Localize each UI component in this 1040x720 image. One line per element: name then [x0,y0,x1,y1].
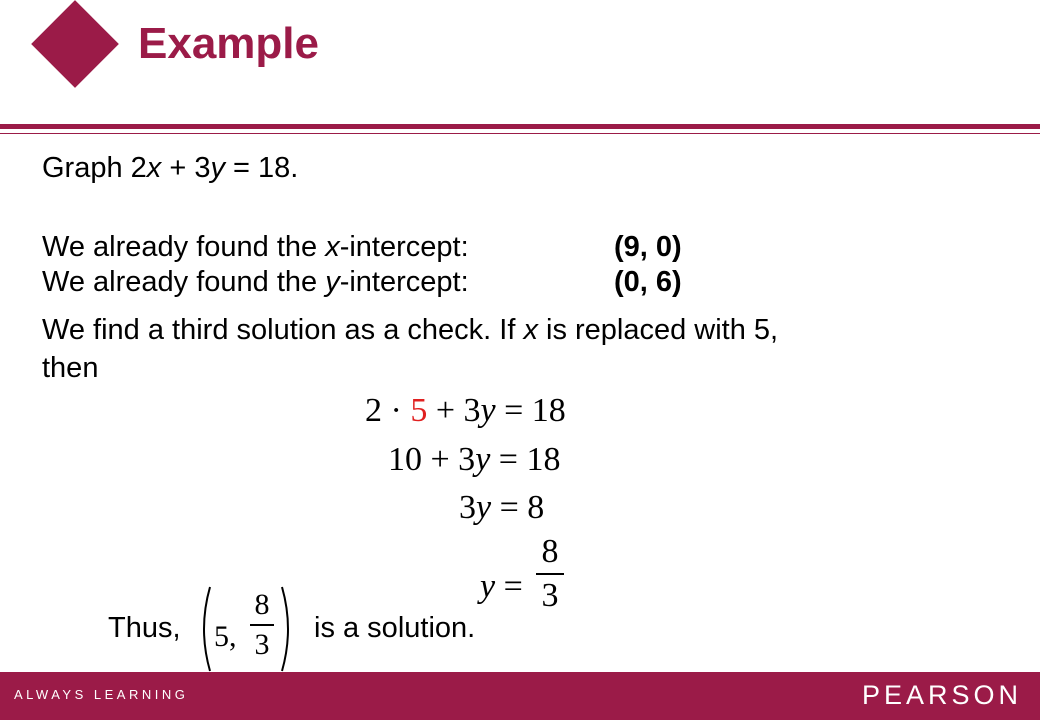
third-solution-line: We find a third solution as a check. If x is replaced with 5, [42,314,779,346]
conclusion-thus: Thus, [108,612,181,644]
publisher-logo: PEARSON [861,680,1022,710]
title-diamond-icon [31,0,119,88]
problem-statement: Graph 2x + 3y = 18. [42,152,299,184]
substituted-value: 5 [410,392,428,429]
conclusion-text: is a solution. [314,612,476,644]
solution-point [196,583,296,675]
x-intercept-point: (9, 0) [614,231,682,263]
point-y-fraction: 8 3 [250,589,274,661]
y-intercept-point: (0, 6) [614,266,682,298]
equation-step-1: 2 · 5 + 3y = 18 [365,392,566,429]
title-divider [0,124,1040,129]
footer-bar [0,672,1040,720]
fraction-eight-thirds: 8 3 [536,535,564,613]
x-intercept-line: We already found the x-intercept: [42,231,469,263]
footer-tagline: ALWAYS LEARNING [14,687,189,702]
parentheses-icon [196,583,296,675]
third-solution-continuation: then [42,352,99,384]
point-x-value: 5, [214,620,237,653]
y-intercept-line: We already found the y-intercept: [42,266,469,298]
equation-step-3: 3y = 8 [459,489,545,526]
slide-title: Example [138,19,319,68]
equation-step-2: 10 + 3y = 18 [388,441,561,478]
title-divider-thin [0,133,1040,134]
